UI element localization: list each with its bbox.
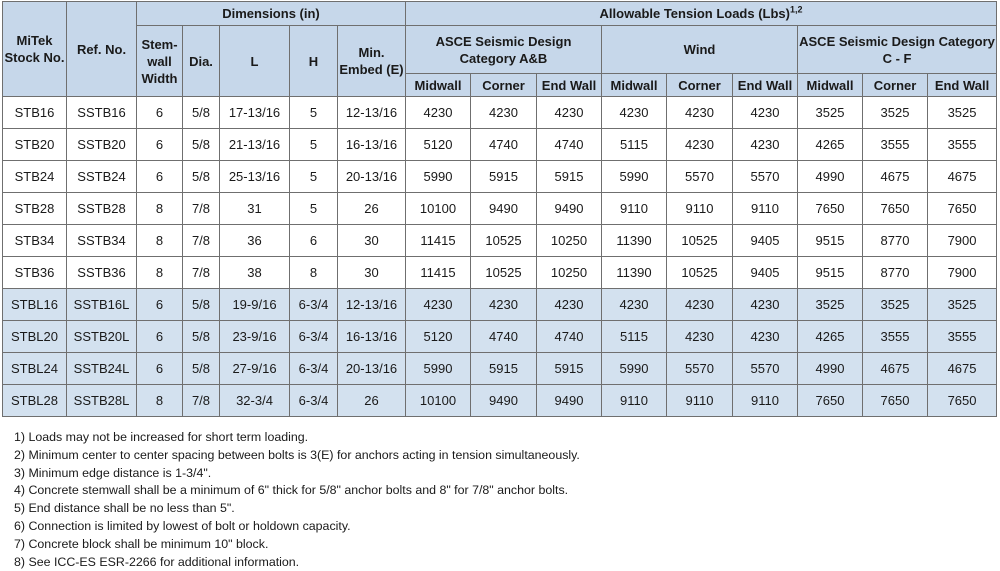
- table-row: [3, 161, 997, 193]
- cell-cf-corner: 3525: [863, 289, 928, 321]
- table-body: [3, 97, 997, 417]
- cell-cf-mid: 4265: [798, 321, 863, 353]
- cell-wind-mid: 5115: [602, 321, 667, 353]
- cell-ref: SSTB24: [67, 161, 137, 193]
- cell-wind-end: 9110: [733, 193, 798, 225]
- cell-ab-corner: 4230: [471, 289, 537, 321]
- cell-ab-corner: 5915: [471, 353, 537, 385]
- cell-cf-corner: 7650: [863, 193, 928, 225]
- cell-cf-corner: 7650: [863, 385, 928, 417]
- footnote-item: 4) Concrete stemwall shall be a minimum of 6" thick for 5/8" anchor bolts and 8" for 7/8" anchor bolts.: [14, 483, 569, 498]
- cell-ab-end: 4230: [537, 97, 602, 129]
- cell-mitek: STB34: [3, 225, 67, 257]
- cell-embed: 16-13/16: [338, 129, 406, 161]
- cell-embed: 30: [338, 257, 406, 289]
- cell-wind-end: 4230: [733, 289, 798, 321]
- header-min-embed: Min. Embed (E): [338, 26, 406, 97]
- cell-wind-corner: 5570: [667, 161, 733, 193]
- cell-h: 6: [290, 225, 338, 257]
- cell-wind-end: 9405: [733, 257, 798, 289]
- cell-width: 6: [137, 129, 183, 161]
- cell-width: 6: [137, 289, 183, 321]
- cell-mitek: STB28: [3, 193, 67, 225]
- cell-cf-mid: 7650: [798, 193, 863, 225]
- cell-ab-mid: 5990: [406, 161, 471, 193]
- cell-dia: 5/8: [183, 161, 220, 193]
- cell-ab-mid: 4230: [406, 97, 471, 129]
- cell-cf-corner: 3555: [863, 129, 928, 161]
- cell-ab-mid: 11415: [406, 225, 471, 257]
- header-dia: Dia.: [183, 26, 220, 97]
- header-ab-midwall: Midwall: [406, 74, 471, 97]
- cell-ab-end: 4740: [537, 129, 602, 161]
- cell-wind-corner: 9110: [667, 385, 733, 417]
- cell-dia: 7/8: [183, 257, 220, 289]
- cell-l: 25-13/16: [220, 161, 290, 193]
- header-ab-endwall: End Wall: [537, 74, 602, 97]
- cell-h: 8: [290, 257, 338, 289]
- cell-cf-end: 3525: [928, 97, 997, 129]
- cell-l: 17-13/16: [220, 97, 290, 129]
- cell-cf-end: 7650: [928, 193, 997, 225]
- cell-cf-mid: 9515: [798, 225, 863, 257]
- page: [2, 1, 996, 569]
- cell-wind-corner: 9110: [667, 193, 733, 225]
- header-cf-endwall: End Wall: [928, 74, 997, 97]
- cell-ab-corner: 4740: [471, 321, 537, 353]
- table-row: [3, 97, 997, 129]
- cell-cf-end: 3555: [928, 129, 997, 161]
- cell-width: 8: [137, 225, 183, 257]
- cell-ab-mid: 10100: [406, 193, 471, 225]
- cell-cf-end: 7650: [928, 385, 997, 417]
- cell-ref: SSTB36: [67, 257, 137, 289]
- cell-wind-corner: 4230: [667, 289, 733, 321]
- cell-h: 5: [290, 193, 338, 225]
- table-row: [3, 289, 997, 321]
- cell-width: 6: [137, 353, 183, 385]
- cell-ab-mid: 5120: [406, 321, 471, 353]
- cell-dia: 5/8: [183, 289, 220, 321]
- cell-embed: 16-13/16: [338, 321, 406, 353]
- header-cf-midwall: Midwall: [798, 74, 863, 97]
- header-mitek-stock-no: MiTek Stock No.: [3, 2, 67, 97]
- cell-l: 21-13/16: [220, 129, 290, 161]
- cell-wind-corner: 10525: [667, 225, 733, 257]
- cell-embed: 26: [338, 385, 406, 417]
- cell-h: 6-3/4: [290, 353, 338, 385]
- header-ref-no: Ref. No.: [67, 2, 137, 97]
- cell-ab-mid: 5990: [406, 353, 471, 385]
- cell-ref: SSTB28: [67, 193, 137, 225]
- cell-mitek: STBL16: [3, 289, 67, 321]
- cell-dia: 7/8: [183, 225, 220, 257]
- header-group-tension-loads: [406, 2, 997, 26]
- cell-embed: 12-13/16: [338, 289, 406, 321]
- table-row: [3, 129, 997, 161]
- footnote-item: 8) See ICC-ES ESR-2266 for additional information.: [14, 554, 300, 569]
- header-wind-corner: Corner: [667, 74, 733, 97]
- header-asce-cf: ASCE Seismic Design Category C - F: [798, 26, 997, 74]
- cell-dia: 5/8: [183, 321, 220, 353]
- cell-cf-corner: 4675: [863, 353, 928, 385]
- cell-mitek: STB16: [3, 97, 67, 129]
- cell-wind-mid: 9110: [602, 385, 667, 417]
- cell-ref: SSTB24L: [67, 353, 137, 385]
- footnote-item: 5) End distance shall be no less than 5".: [14, 501, 235, 516]
- footnotes: [14, 429, 580, 571]
- cell-ab-mid: 5120: [406, 129, 471, 161]
- cell-wind-corner: 4230: [667, 97, 733, 129]
- table-row: [3, 385, 997, 417]
- cell-cf-end: 7900: [928, 257, 997, 289]
- cell-cf-corner: 3525: [863, 97, 928, 129]
- cell-h: 5: [290, 97, 338, 129]
- cell-width: 8: [137, 193, 183, 225]
- footnote-item: 6) Connection is limited by lowest of bolt or holdown capacity.: [14, 518, 351, 533]
- cell-cf-mid: 3525: [798, 289, 863, 321]
- cell-wind-end: 5570: [733, 353, 798, 385]
- cell-ref: SSTB20: [67, 129, 137, 161]
- cell-ref: SSTB16L: [67, 289, 137, 321]
- cell-cf-corner: 3555: [863, 321, 928, 353]
- header-wind-endwall: End Wall: [733, 74, 798, 97]
- cell-width: 6: [137, 161, 183, 193]
- cell-dia: 7/8: [183, 385, 220, 417]
- table-row: [3, 353, 997, 385]
- cell-wind-corner: 5570: [667, 353, 733, 385]
- cell-cf-mid: 7650: [798, 385, 863, 417]
- cell-l: 27-9/16: [220, 353, 290, 385]
- cell-ref: SSTB28L: [67, 385, 137, 417]
- header-wind-midwall: Midwall: [602, 74, 667, 97]
- cell-l: 32-3/4: [220, 385, 290, 417]
- cell-wind-end: 5570: [733, 161, 798, 193]
- cell-ref: SSTB20L: [67, 321, 137, 353]
- cell-wind-end: 9405: [733, 225, 798, 257]
- cell-wind-end: 4230: [733, 97, 798, 129]
- cell-ab-mid: 11415: [406, 257, 471, 289]
- cell-h: 5: [290, 129, 338, 161]
- header-group-tension-text: Allowable Tension Loads (Lbs): [599, 6, 790, 21]
- cell-l: 36: [220, 225, 290, 257]
- cell-l: 38: [220, 257, 290, 289]
- table-row: [3, 193, 997, 225]
- header-cf-corner: Corner: [863, 74, 928, 97]
- cell-ab-end: 5915: [537, 161, 602, 193]
- cell-wind-mid: 9110: [602, 193, 667, 225]
- cell-embed: 12-13/16: [338, 97, 406, 129]
- cell-wind-end: 4230: [733, 321, 798, 353]
- cell-ab-corner: 10525: [471, 225, 537, 257]
- header-h: H: [290, 26, 338, 97]
- header-stemwall-width: Stem-wall Width: [137, 26, 183, 97]
- cell-wind-end: 9110: [733, 385, 798, 417]
- cell-ab-mid: 10100: [406, 385, 471, 417]
- cell-cf-mid: 4990: [798, 353, 863, 385]
- cell-cf-end: 3555: [928, 321, 997, 353]
- cell-embed: 20-13/16: [338, 161, 406, 193]
- cell-h: 6-3/4: [290, 289, 338, 321]
- cell-wind-mid: 11390: [602, 225, 667, 257]
- header-group-dimensions: Dimensions (in): [137, 2, 406, 26]
- cell-wind-mid: 5990: [602, 353, 667, 385]
- cell-cf-corner: 8770: [863, 257, 928, 289]
- cell-ab-end: 10250: [537, 257, 602, 289]
- cell-width: 8: [137, 257, 183, 289]
- cell-ab-corner: 9490: [471, 385, 537, 417]
- cell-mitek: STBL28: [3, 385, 67, 417]
- cell-mitek: STB24: [3, 161, 67, 193]
- cell-mitek: STB20: [3, 129, 67, 161]
- header-asce-ab: ASCE Seismic Design Category A&B: [406, 26, 602, 74]
- cell-ab-end: 9490: [537, 385, 602, 417]
- cell-embed: 30: [338, 225, 406, 257]
- cell-wind-corner: 4230: [667, 321, 733, 353]
- cell-ab-end: 4230: [537, 289, 602, 321]
- cell-dia: 7/8: [183, 193, 220, 225]
- cell-l: 31: [220, 193, 290, 225]
- table-row: [3, 225, 997, 257]
- cell-l: 23-9/16: [220, 321, 290, 353]
- cell-ab-corner: 4230: [471, 97, 537, 129]
- cell-ab-end: 9490: [537, 193, 602, 225]
- cell-wind-corner: 4230: [667, 129, 733, 161]
- cell-ab-end: 5915: [537, 353, 602, 385]
- cell-cf-end: 4675: [928, 353, 997, 385]
- cell-wind-mid: 11390: [602, 257, 667, 289]
- cell-dia: 5/8: [183, 129, 220, 161]
- cell-width: 8: [137, 385, 183, 417]
- cell-cf-end: 3525: [928, 289, 997, 321]
- cell-cf-mid: 3525: [798, 97, 863, 129]
- cell-cf-corner: 4675: [863, 161, 928, 193]
- footnote-item: 3) Minimum edge distance is 1-3/4".: [14, 465, 212, 480]
- cell-ref: SSTB16: [67, 97, 137, 129]
- cell-cf-mid: 4265: [798, 129, 863, 161]
- footnote-item: 7) Concrete block shall be minimum 10" block.: [14, 536, 269, 551]
- cell-ref: SSTB34: [67, 225, 137, 257]
- anchor-bolt-spec-table: [2, 1, 997, 417]
- cell-wind-mid: 5115: [602, 129, 667, 161]
- header-l: L: [220, 26, 290, 97]
- cell-ab-corner: 9490: [471, 193, 537, 225]
- cell-ab-corner: 5915: [471, 161, 537, 193]
- cell-cf-end: 7900: [928, 225, 997, 257]
- cell-width: 6: [137, 321, 183, 353]
- cell-width: 6: [137, 97, 183, 129]
- cell-ab-end: 10250: [537, 225, 602, 257]
- cell-l: 19-9/16: [220, 289, 290, 321]
- cell-wind-corner: 10525: [667, 257, 733, 289]
- table-row: [3, 257, 997, 289]
- cell-wind-end: 4230: [733, 129, 798, 161]
- cell-h: 6-3/4: [290, 321, 338, 353]
- header-wind: Wind: [602, 26, 798, 74]
- cell-wind-mid: 4230: [602, 289, 667, 321]
- cell-cf-mid: 4990: [798, 161, 863, 193]
- cell-h: 6-3/4: [290, 385, 338, 417]
- cell-embed: 26: [338, 193, 406, 225]
- footnote-item: 2) Minimum center to center spacing between bolts is 3(E) for anchors acting in tension simultaneously.: [14, 447, 580, 462]
- cell-ab-corner: 4740: [471, 129, 537, 161]
- cell-mitek: STBL20: [3, 321, 67, 353]
- cell-wind-mid: 5990: [602, 161, 667, 193]
- cell-dia: 5/8: [183, 353, 220, 385]
- cell-wind-mid: 4230: [602, 97, 667, 129]
- cell-dia: 5/8: [183, 97, 220, 129]
- cell-ab-end: 4740: [537, 321, 602, 353]
- cell-h: 5: [290, 161, 338, 193]
- cell-mitek: STB36: [3, 257, 67, 289]
- cell-cf-end: 4675: [928, 161, 997, 193]
- cell-cf-corner: 8770: [863, 225, 928, 257]
- table-header: [3, 2, 997, 97]
- cell-mitek: STBL24: [3, 353, 67, 385]
- header-group-tension-footnote: 1,2: [789, 4, 803, 15]
- cell-cf-mid: 9515: [798, 257, 863, 289]
- cell-ab-corner: 10525: [471, 257, 537, 289]
- header-ab-corner: Corner: [471, 74, 537, 97]
- footnote-item: 1) Loads may not be increased for short term loading.: [14, 430, 309, 444]
- cell-embed: 20-13/16: [338, 353, 406, 385]
- cell-ab-mid: 4230: [406, 289, 471, 321]
- table-row: [3, 321, 997, 353]
